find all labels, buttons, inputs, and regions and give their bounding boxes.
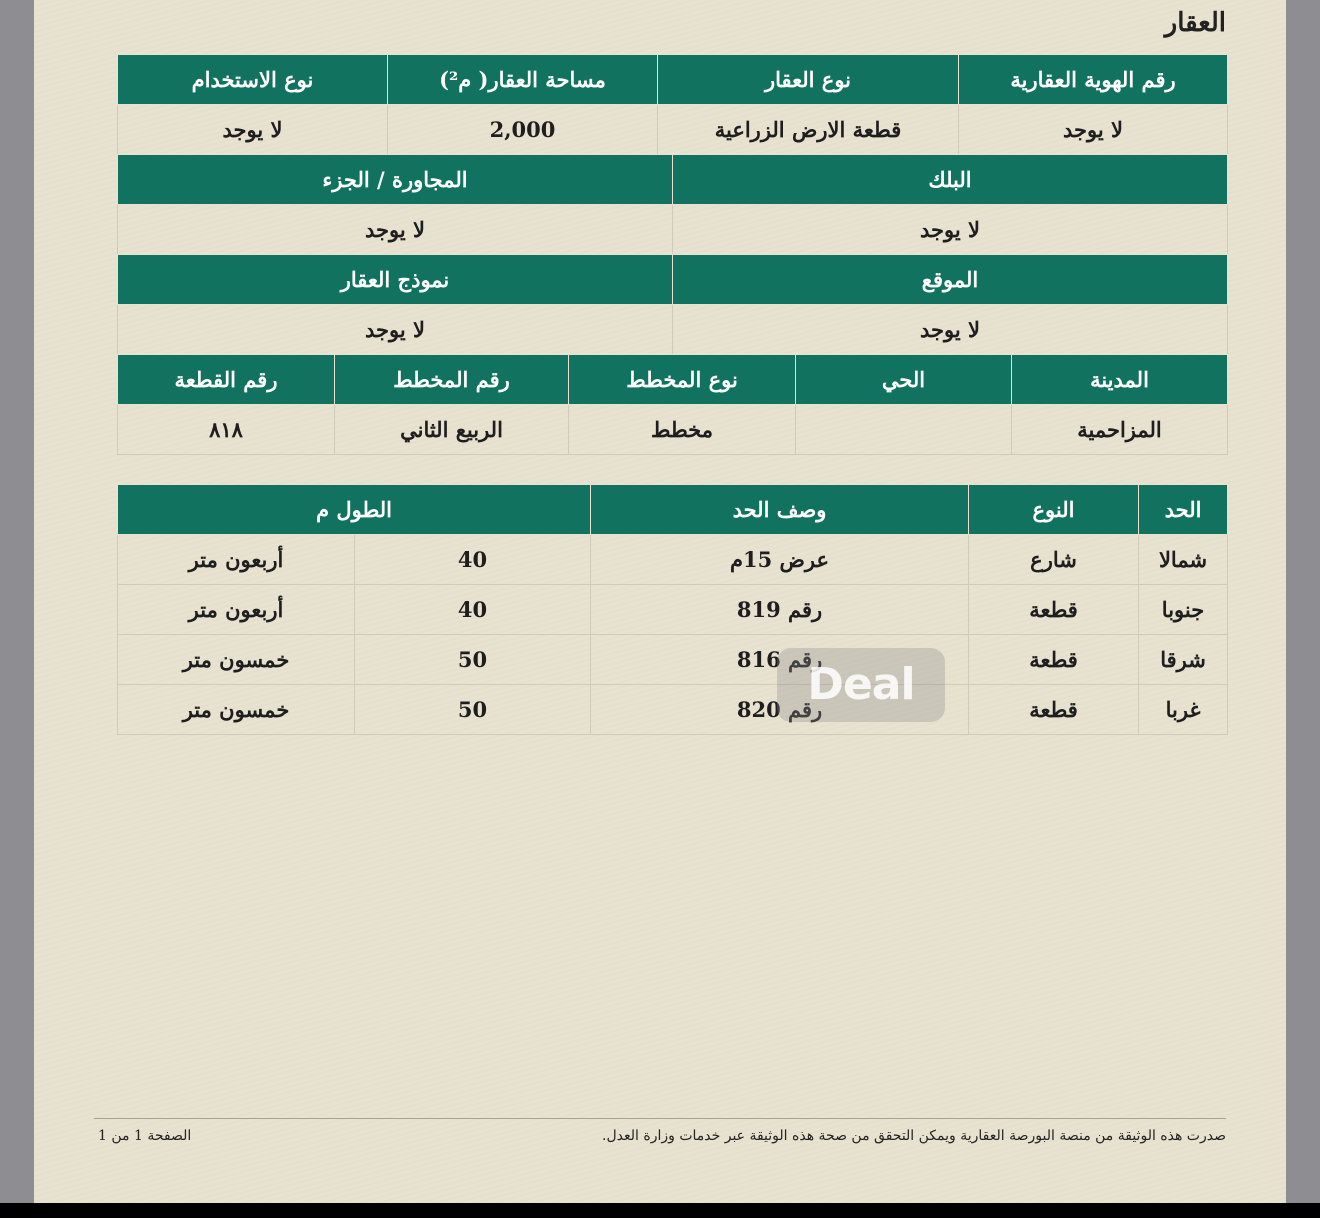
header-location: الموقع bbox=[673, 255, 1228, 305]
location-header-row bbox=[118, 255, 1228, 305]
boundary-type: قطعة bbox=[969, 585, 1139, 635]
table-row bbox=[118, 585, 1228, 635]
boundary-description: رقم 820 bbox=[591, 685, 969, 735]
boundary-length: 40 bbox=[355, 535, 591, 585]
page-number: الصفحة 1 من 1 bbox=[98, 1128, 192, 1144]
block-value-row bbox=[118, 205, 1228, 255]
property-value-row bbox=[118, 105, 1228, 155]
footer-note: صدرت هذه الوثيقة من منصة البورصة العقارية ويمكن التحقق من صحة هذه الوثيقة عبر خدمات وزارة العدل. bbox=[602, 1128, 1226, 1144]
value-property-model: لا يوجد bbox=[118, 305, 673, 355]
footer-divider bbox=[94, 1118, 1226, 1119]
boundary-length: 50 bbox=[355, 635, 591, 685]
boundary-length-text: خمسون متر bbox=[118, 635, 355, 685]
table-row bbox=[118, 535, 1228, 585]
value-property-area: 2,000 bbox=[388, 105, 658, 155]
boundary-description: رقم 819 bbox=[591, 585, 969, 635]
value-parcel-number: ٨١٨ bbox=[118, 405, 335, 455]
city-value-row bbox=[118, 405, 1228, 455]
header-neighborhood-part: المجاورة / الجزء bbox=[118, 155, 673, 205]
header-plan-type: نوع المخطط bbox=[569, 355, 796, 405]
header-city: المدينة bbox=[1012, 355, 1228, 405]
value-district bbox=[796, 405, 1012, 455]
header-usage-type: نوع الاستخدام bbox=[118, 55, 388, 105]
boundary-length: 40 bbox=[355, 585, 591, 635]
header-boundary-description: وصف الحد bbox=[591, 485, 969, 535]
header-boundary: الحد bbox=[1139, 485, 1228, 535]
boundary-description: رقم 816 bbox=[591, 635, 969, 685]
value-property-id: لا يوجد bbox=[959, 105, 1228, 155]
value-block: لا يوجد bbox=[673, 205, 1228, 255]
table-row bbox=[118, 635, 1228, 685]
boundary-length-text: أربعون متر bbox=[118, 535, 355, 585]
block-header-row bbox=[118, 155, 1228, 205]
city-header-row bbox=[118, 355, 1228, 405]
value-usage-type: لا يوجد bbox=[118, 105, 388, 155]
header-block: البلك bbox=[673, 155, 1228, 205]
header-boundary-type: النوع bbox=[969, 485, 1139, 535]
boundary-length-text: خمسون متر bbox=[118, 685, 355, 735]
location-table bbox=[117, 254, 1228, 355]
table-row bbox=[118, 685, 1228, 735]
value-property-type: قطعة الارض الزراعية bbox=[658, 105, 959, 155]
section-title: العقار bbox=[1164, 8, 1226, 38]
document-page bbox=[34, 0, 1286, 1203]
header-district: الحي bbox=[796, 355, 1012, 405]
value-plan-type: مخطط bbox=[569, 405, 796, 455]
boundaries-header-row bbox=[118, 485, 1228, 535]
header-property-model: نموذج العقار bbox=[118, 255, 673, 305]
boundary-side: غربا bbox=[1139, 685, 1228, 735]
city-table bbox=[117, 354, 1228, 455]
boundary-description: عرض 15م bbox=[591, 535, 969, 585]
value-city: المزاحمية bbox=[1012, 405, 1228, 455]
boundary-length: 50 bbox=[355, 685, 591, 735]
block-table bbox=[117, 154, 1228, 255]
boundary-side: جنوبا bbox=[1139, 585, 1228, 635]
boundary-side: شمالا bbox=[1139, 535, 1228, 585]
bottom-strip bbox=[0, 1203, 1320, 1218]
value-location: لا يوجد bbox=[673, 305, 1228, 355]
boundary-type: قطعة bbox=[969, 685, 1139, 735]
header-property-type: نوع العقار bbox=[658, 55, 959, 105]
header-property-area: مساحة العقار( م²) bbox=[388, 55, 658, 105]
value-neighborhood-part: لا يوجد bbox=[118, 205, 673, 255]
header-parcel-number: رقم القطعة bbox=[118, 355, 335, 405]
boundary-type: شارع bbox=[969, 535, 1139, 585]
value-plan-number: الربيع الثاني bbox=[335, 405, 569, 455]
boundary-type: قطعة bbox=[969, 635, 1139, 685]
header-property-id: رقم الهوية العقارية bbox=[959, 55, 1228, 105]
header-length: الطول م bbox=[118, 485, 591, 535]
header-plan-number: رقم المخطط bbox=[335, 355, 569, 405]
boundaries-table bbox=[117, 484, 1228, 735]
watermark-logo: Deal bbox=[777, 648, 945, 722]
property-table bbox=[117, 54, 1228, 155]
boundary-length-text: أربعون متر bbox=[118, 585, 355, 635]
location-value-row bbox=[118, 305, 1228, 355]
boundary-side: شرقا bbox=[1139, 635, 1228, 685]
property-header-row bbox=[118, 55, 1228, 105]
